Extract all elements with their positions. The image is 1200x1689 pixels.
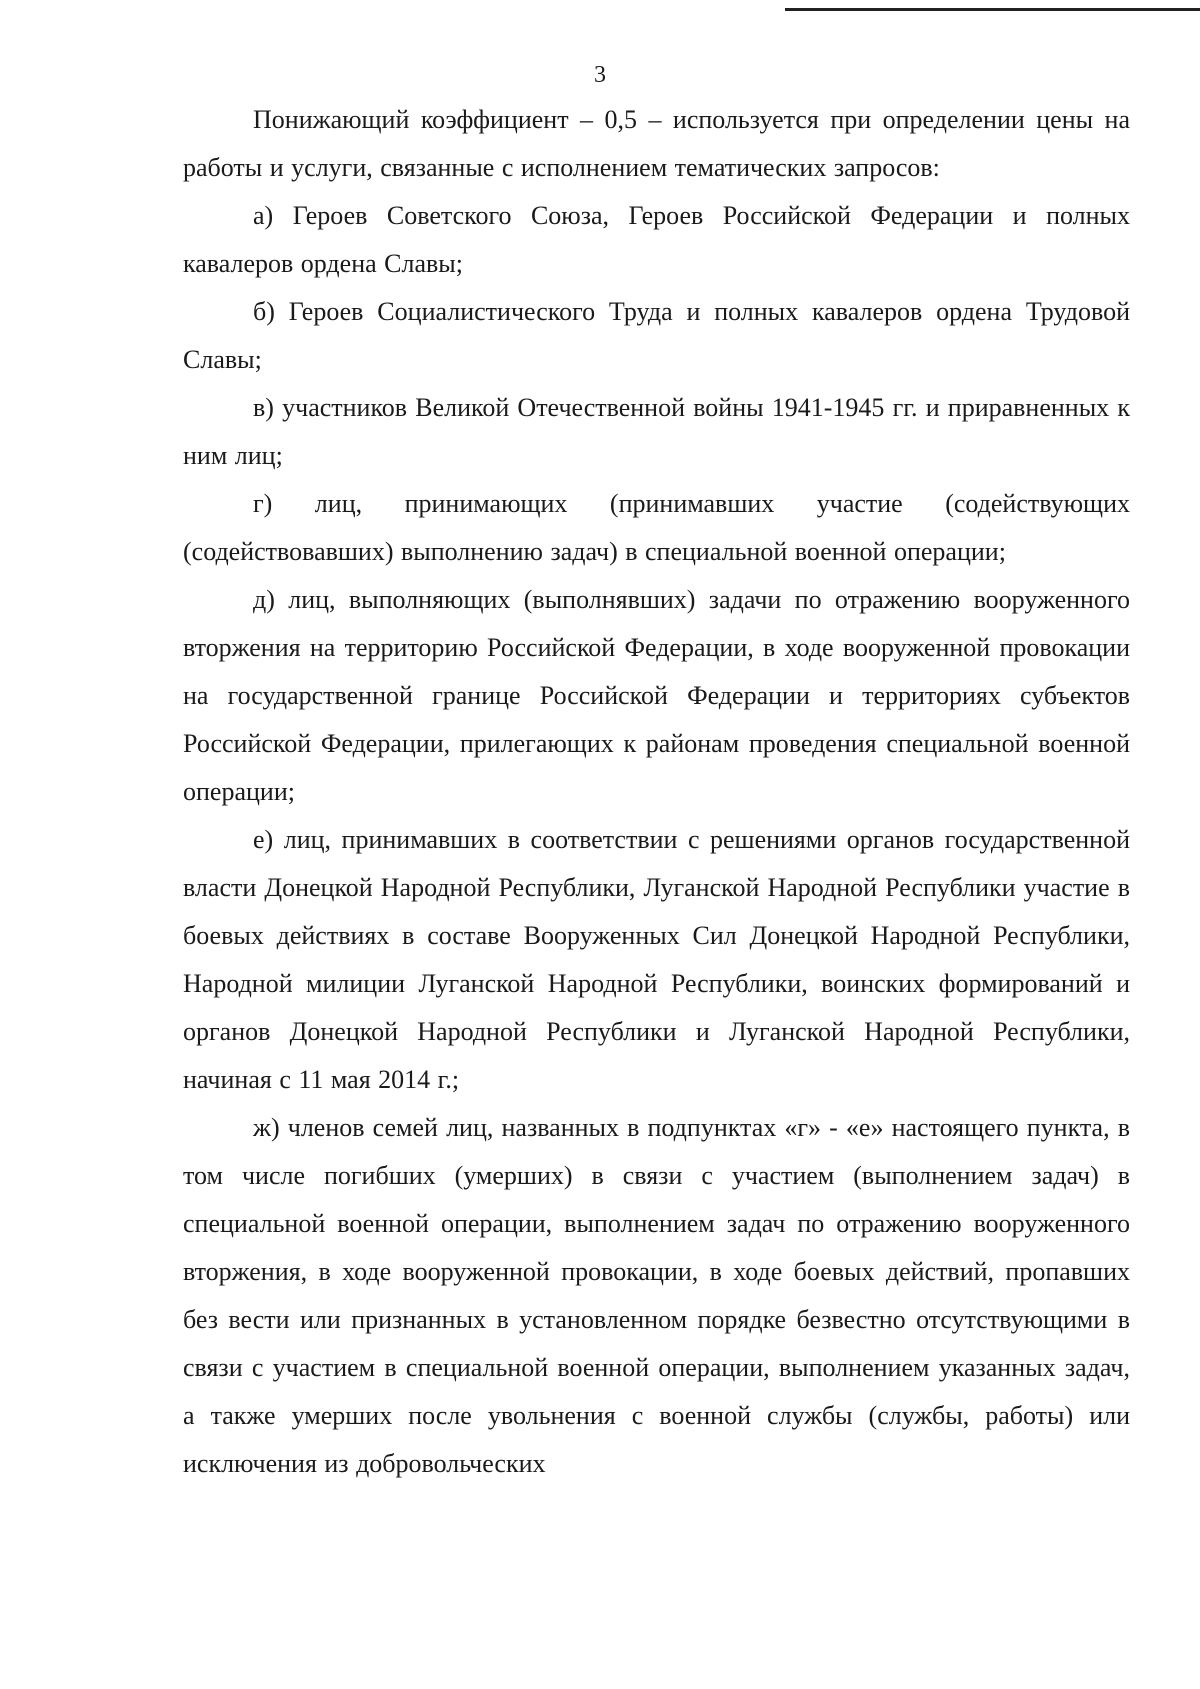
page-number: 3 (594, 62, 606, 88)
paragraph-item-v: в) участников Великой Отечественной войны 1941-1945 гг. и приравненных к ним лиц; (183, 393, 1130, 470)
paragraph-item-a: а) Героев Советского Союза, Героев Российской Федерации и полных кавалеров ордена Славы; (183, 201, 1130, 278)
paragraph-intro: Понижающий коэффициент – 0,5 – используется при определении цены на работы и услуги, связанные с исполнением тематических запросов: (183, 105, 1130, 182)
paragraph-item-b: б) Героев Социалистического Труда и полных кавалеров ордена Трудовой Славы; (183, 297, 1130, 374)
paragraph-item-g: г) лиц, принимающих (принимавших участие (содействующих (содействовавших) выполнению задач) в специальной военной операции; (183, 489, 1130, 566)
paragraph-item-zh: ж) членов семей лиц, названных в подпунктах «г» - «е» настоящего пункта, в том числе погибших (умерших) в связи с участием (выполнением задач) в специальной военной операции, выполнением задач по отражению вооруженного вторжения, в ходе вооруженной провокации, в ходе боевых действий, пропавших без вести или признанных в установленном порядке безвестно отсутствующими в связи с участием в специальной военной операции, выполнением указанных задач, а также умерших после увольнения с военной службы (службы, работы) или исключения из добровольческих (183, 1113, 1130, 1478)
scan-edge-line (785, 8, 1200, 11)
paragraph-item-e: е) лиц, принимавших в соответствии с решениями органов государственной власти Донецкой Народной Республики, Луганской Народной Республики участие в боевых действиях в составе Вооруженных Сил Донецкой Народной Республики, Народной милиции Луганской Народной Республики, воинских формирований и органов Донецкой Народной Республики и Луганской Народной Республики, начиная с 11 мая 2014 г.; (183, 825, 1130, 1094)
document-body (183, 96, 1130, 1488)
paragraph-item-d: д) лиц, выполняющих (выполнявших) задачи по отражению вооруженного вторжения на территорию Российской Федерации, в ходе вооруженной провокации на государственной границе Российской Федерации и территориях субъектов Российской Федерации, прилегающих к районам проведения специальной военной операции; (183, 585, 1130, 806)
